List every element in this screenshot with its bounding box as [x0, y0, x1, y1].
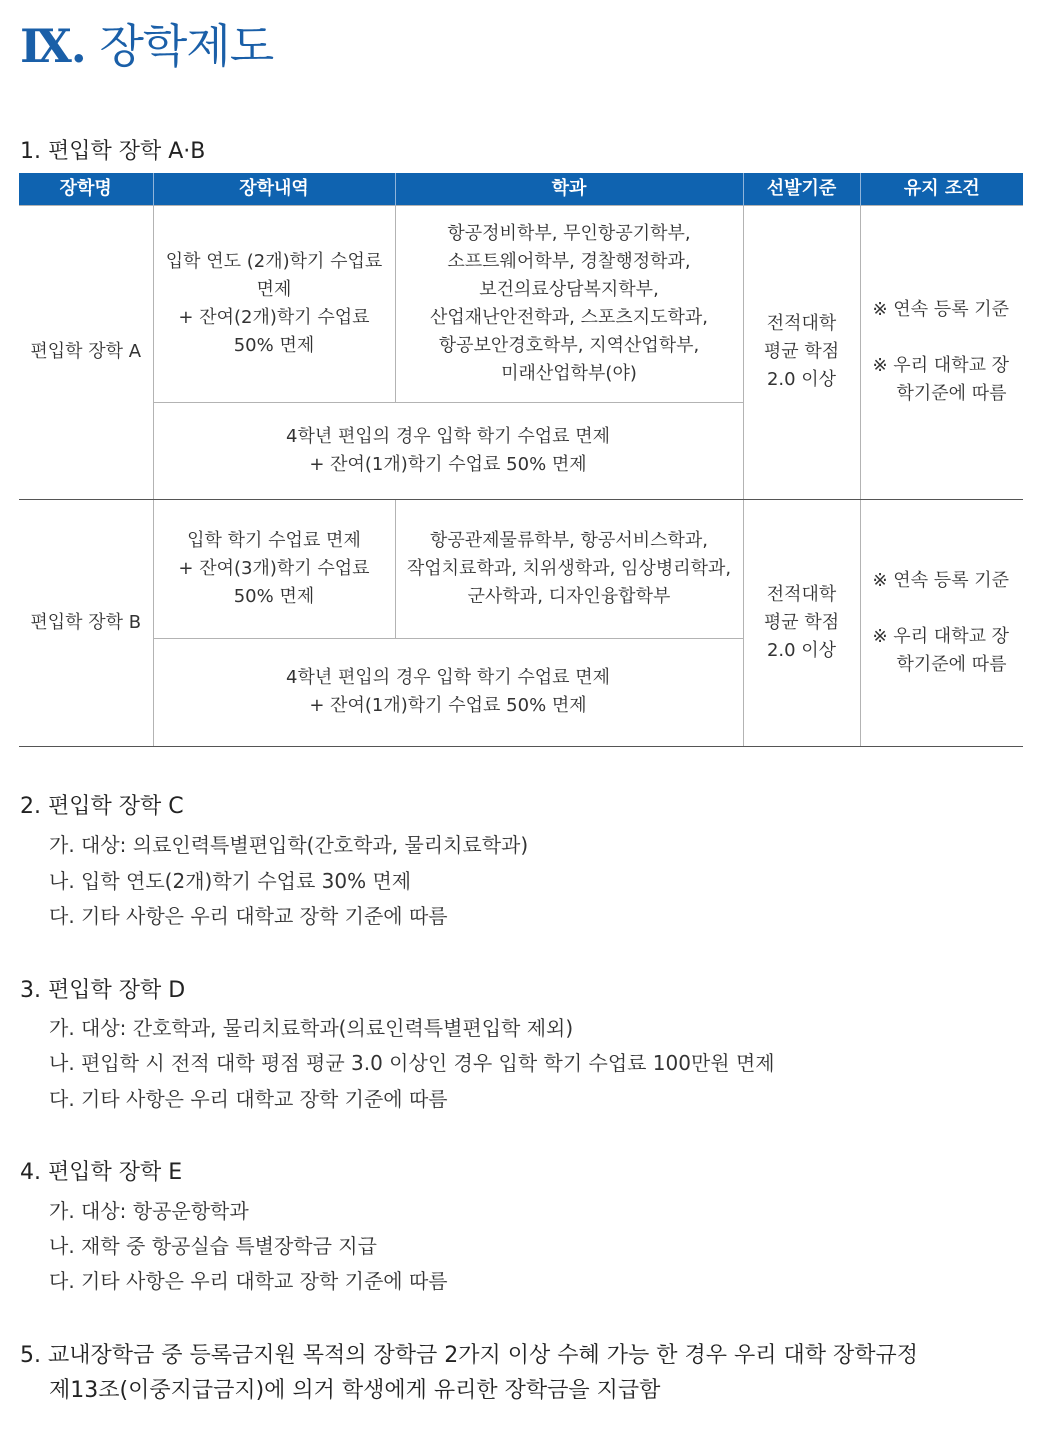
section-5-line-1: 5. 교내장학금 중 등록금지원 목적의 장학금 2가지 이상 수혜 가능 한 경우 우리 대학 장학규정 [20, 1343, 918, 1368]
title-roman-numeral: Ⅸ. [20, 19, 86, 73]
section-4-heading: 4. 편입학 장학 E [20, 1160, 183, 1185]
page-title [20, 10, 273, 76]
header-department: 학과 [395, 173, 743, 205]
header-selection-criteria: 선발기준 [743, 173, 860, 205]
scholarship-b-name: 편입학 장학 B [19, 499, 153, 746]
section-2-item-3: 다. 기타 사항은 우리 대학교 장학 기준에 따름 [49, 904, 448, 928]
section-3-item-1: 가. 대상: 간호학과, 물리치료학과(의료인력특별편입학 제외) [49, 1016, 574, 1040]
section-2-item-2: 나. 입학 연도(2개)학기 수업료 30% 면제 [49, 869, 412, 893]
table-header-row [19, 173, 1023, 205]
scholarship-b-conditions [860, 499, 1023, 746]
section-1-heading: 1. 편입학 장학 A·B [20, 139, 206, 164]
scholarship-b-condition-2: ※ 우리 대학교 장학기준에 따름 [872, 625, 1010, 675]
scholarship-b-condition-1: ※ 연속 등록 기준 [872, 569, 1010, 591]
section-3-item-3: 다. 기타 사항은 우리 대학교 장학 기준에 따름 [49, 1087, 448, 1111]
section-4-item-3: 다. 기타 사항은 우리 대학교 장학 기준에 따름 [49, 1269, 448, 1293]
header-scholarship-name: 장학명 [19, 173, 153, 205]
section-3-item-2: 나. 편입학 시 전적 대학 평점 평균 3.0 이상인 경우 입학 학기 수업료 100만원 면제 [49, 1051, 775, 1075]
scholarship-a-condition-1: ※ 연속 등록 기준 [872, 299, 1010, 320]
scholarship-a-criteria: 전적대학 평균 학점 2.0 이상 [743, 205, 860, 499]
header-retention-condition: 유지 조건 [860, 173, 1023, 205]
scholarship-a-conditions [860, 205, 1023, 499]
header-benefit: 장학내역 [153, 173, 395, 205]
scholarship-a-benefit: 입학 연도 (2개)학기 수업료 면제 + 잔여(2개)학기 수업료 50% 면제 [153, 205, 395, 402]
scholarship-b-criteria: 전적대학 평균 학점 2.0 이상 [743, 499, 860, 746]
scholarship-a-senior-case: 4학년 편입의 경우 입학 학기 수업료 면제 + 잔여(1개)학기 수업료 50% 면제 [153, 402, 743, 499]
table-row [19, 499, 1023, 638]
scholarship-b-benefit: 입학 학기 수업료 면제 + 잔여(3개)학기 수업료 50% 면제 [153, 499, 395, 638]
scholarship-a-name: 편입학 장학 A [19, 205, 153, 499]
scholarship-a-departments: 항공정비학부, 무인항공기학부, 소프트웨어학부, 경찰행정학과, 보건의료상담복지학부, 산업재난안전학과, 스포츠지도학과, 항공보안경호학부, 지역산업학부, 미래산업학부(야) [395, 205, 743, 402]
section-3-heading: 3. 편입학 장학 D [20, 978, 186, 1003]
table-row [19, 205, 1023, 402]
scholarship-b-senior-case: 4학년 편입의 경우 입학 학기 수업료 면제 + 잔여(1개)학기 수업료 50% 면제 [153, 638, 743, 746]
scholarship-table [19, 173, 1023, 747]
section-2-heading: 2. 편입학 장학 C [20, 794, 184, 819]
section-4-item-1: 가. 대상: 항공운항학과 [49, 1199, 249, 1223]
scholarship-b-departments: 항공관제물류학부, 항공서비스학과, 작업치료학과, 치위생학과, 임상병리학과, 군사학과, 디자인융합학부 [395, 499, 743, 638]
section-2-item-1: 가. 대상: 의료인력특별편입학(간호학과, 물리치료학과) [49, 833, 529, 857]
section-4-item-2: 나. 재학 중 항공실습 특별장학금 지급 [49, 1234, 377, 1258]
scholarship-a-condition-2: ※ 우리 대학교 장학기준에 따름 [872, 355, 1010, 404]
title-text: 장학제도 [99, 19, 274, 73]
section-5-line-2: 제13조(이중지급금지)에 의거 학생에게 유리한 장학금을 지급함 [49, 1378, 661, 1403]
